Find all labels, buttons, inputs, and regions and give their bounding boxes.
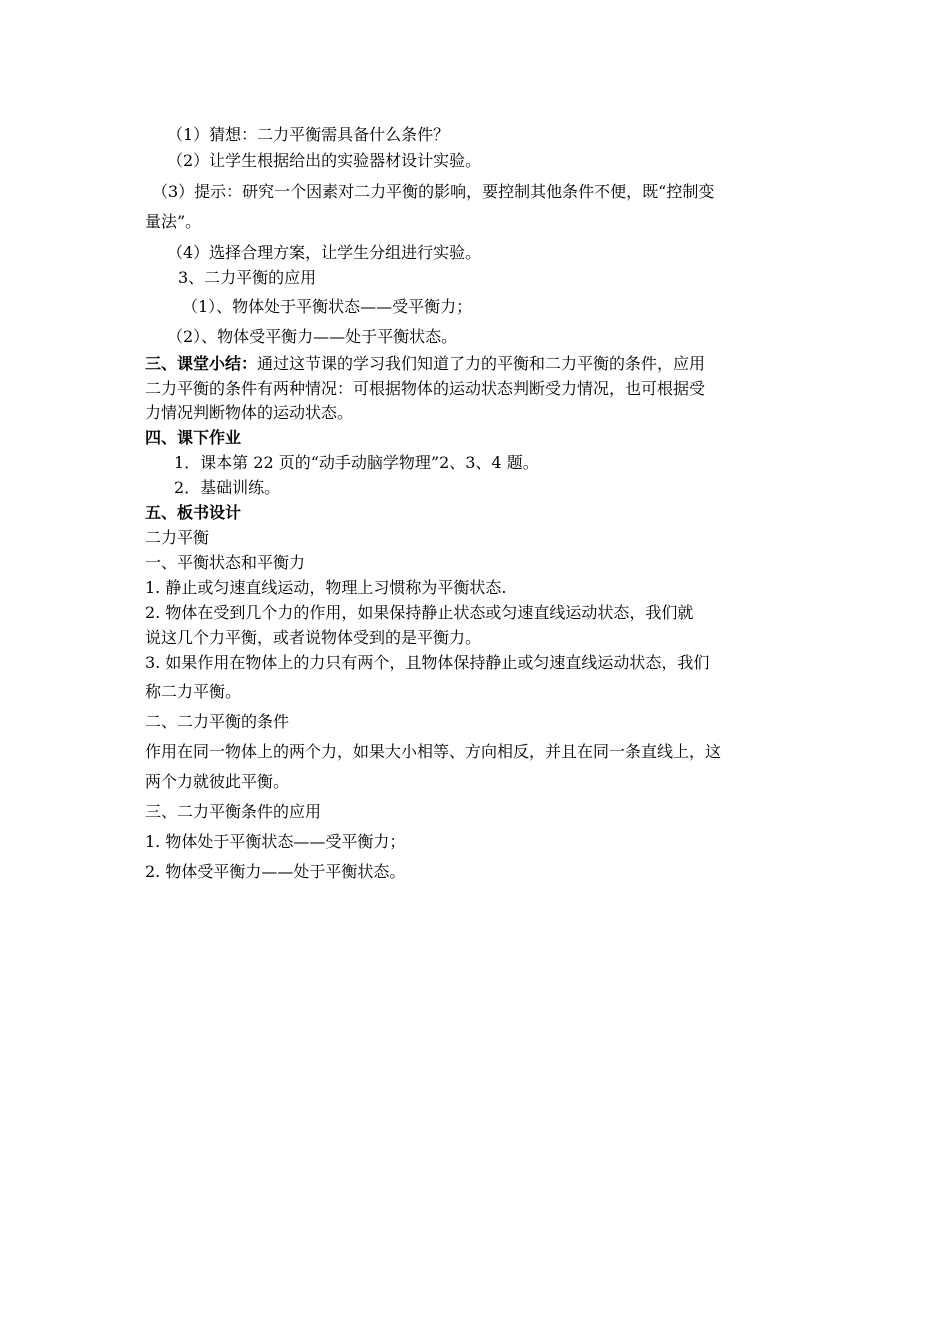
application-item-2: （2）、物体受平衡力——处于平衡状态。 xyxy=(167,327,458,346)
board-section-1-item-2-cont: 说这几个力平衡，或者说物体受到的是平衡力。 xyxy=(145,628,482,647)
summary-text-1: 通过这节课的学习我们知道了力的平衡和二力平衡的条件，应用 xyxy=(257,354,706,373)
board-section-1-item-1: 1. 静止或匀速直线运动，物理上习惯称为平衡状态. xyxy=(145,578,507,597)
step-3-hint: （3）提示：研究一个因素对二力平衡的影响，要控制其他条件不便，既“控制变 xyxy=(152,182,715,201)
board-section-3-item-2: 2. 物体受平衡力——处于平衡状态。 xyxy=(145,862,406,881)
board-section-2-line-2: 两个力就彼此平衡。 xyxy=(145,772,290,791)
board-section-1-item-3: 3. 如果作用在物体上的力只有两个，且物体保持静止或匀速直线运动状态，我们 xyxy=(145,653,710,672)
board-section-3-title: 三、二力平衡条件的应用 xyxy=(145,802,322,821)
step-1-guess: （1）猜想：二力平衡需具备什么条件？ xyxy=(167,125,450,144)
board-section-3-item-1: 1. 物体处于平衡状态——受平衡力； xyxy=(145,832,406,851)
homework-item-2: 2．基础训练。 xyxy=(174,478,281,497)
section-3-title: 3、二力平衡的应用 xyxy=(178,268,317,287)
board-title: 二力平衡 xyxy=(145,528,210,547)
step-2-design: （2）让学生根据给出的实验器材设计实验。 xyxy=(167,151,482,170)
board-section-2-line-1: 作用在同一物体上的两个力，如果大小相等、方向相反，并且在同一条直线上，这 xyxy=(145,742,722,761)
homework-item-1: 1．课本第 22 页的“动手动脑学物理”2、3、4 题。 xyxy=(174,453,539,472)
summary-line-3: 力情况判断物体的运动状态。 xyxy=(145,403,354,422)
summary-line-2: 二力平衡的条件有两种情况：可根据物体的运动状态判断受力情况，也可根据受 xyxy=(145,379,706,398)
summary-line-1 xyxy=(145,353,815,375)
step-4-choose: （4）选择合理方案，让学生分组进行实验。 xyxy=(167,243,482,262)
step-3-hint-cont: 量法”。 xyxy=(145,212,202,231)
homework-heading: 四、课下作业 xyxy=(145,428,242,447)
board-heading: 五、板书设计 xyxy=(145,503,242,522)
application-item-1: （1）、物体处于平衡状态——受平衡力； xyxy=(182,297,473,316)
board-section-1-title: 一、平衡状态和平衡力 xyxy=(145,553,306,572)
summary-heading: 三、课堂小结： xyxy=(145,354,258,373)
board-section-1-item-2: 2. 物体在受到几个力的作用，如果保持静止状态或匀速直线运动状态，我们就 xyxy=(145,603,694,622)
board-section-1-item-3-cont: 称二力平衡。 xyxy=(145,682,242,701)
board-section-2-title: 二、二力平衡的条件 xyxy=(145,712,290,731)
